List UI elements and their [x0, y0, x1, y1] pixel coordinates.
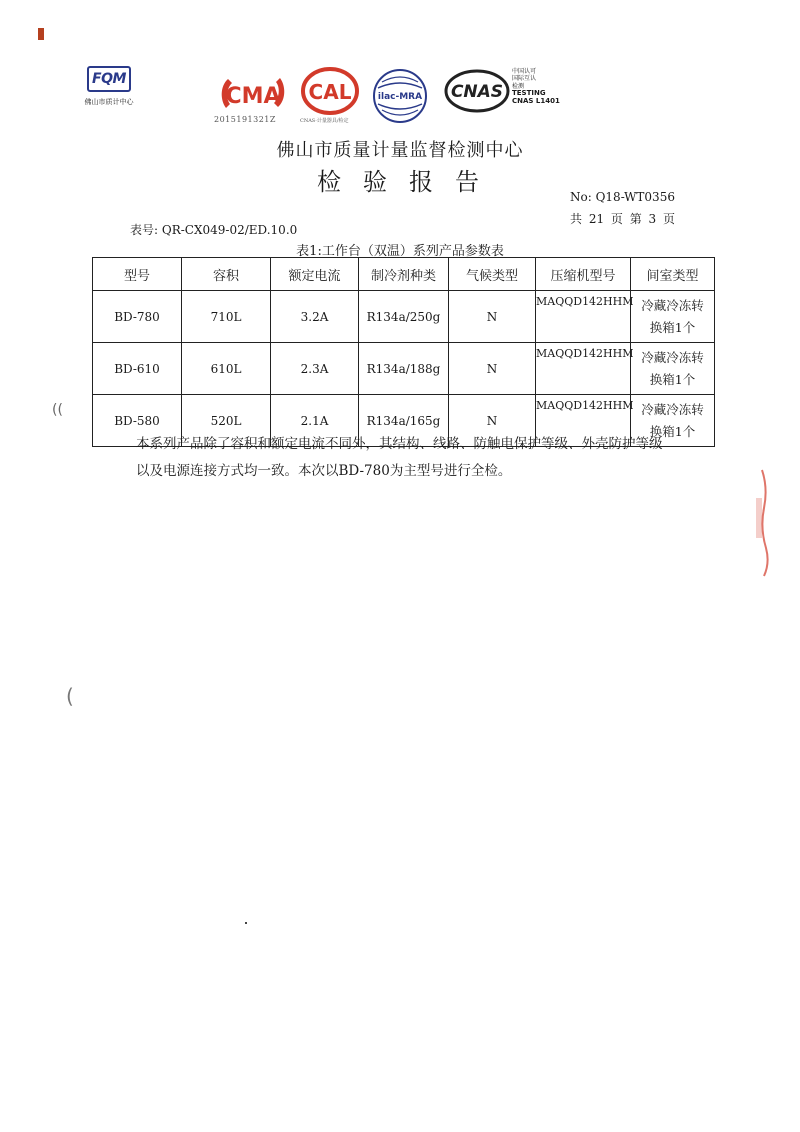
- punch-hole-mark: ((: [52, 402, 63, 418]
- cell-compressor: MAQQD142HHM: [536, 395, 631, 447]
- cnas-accreditation-text: [512, 68, 560, 105]
- room-type-line-2: 换箱1个: [649, 319, 696, 335]
- organization-name: 佛山市质量计量监督检测中心: [276, 140, 524, 161]
- table-caption: 表1:工作台（双温）系列产品参数表: [296, 244, 504, 259]
- cell-volume: 520L: [182, 395, 271, 447]
- cell-model: BD-780: [93, 291, 182, 343]
- fqm-logo-text: FQM: [87, 66, 131, 92]
- parameter-table: [92, 257, 715, 447]
- cell-room-type: [631, 343, 715, 395]
- room-type-line-2: 换箱1个: [649, 371, 696, 387]
- cnas-line-number: CNAS L1401: [512, 96, 560, 105]
- cell-climate: N: [449, 395, 536, 447]
- cnas-line-cn-1: 中国认可: [512, 68, 537, 75]
- fqm-caption: 佛山市质计中心: [84, 98, 134, 106]
- cell-model: BD-580: [93, 395, 182, 447]
- edge-seal-stamp: [748, 468, 774, 578]
- header-compressor: 压缩机型号: [536, 258, 631, 291]
- ilac-mra-logo: [372, 68, 428, 124]
- note-line-1: 本系列产品除了容积和额定电流不同外，其结构、线路、防触电保护等级、外壳防护等级: [136, 436, 663, 452]
- fqm-logo: [80, 66, 138, 107]
- room-type-line-2: 换箱1个: [649, 423, 696, 439]
- cell-volume: 610L: [182, 343, 271, 395]
- room-type-line-1: 冷藏冷冻转: [641, 349, 704, 365]
- cma-logo-text: CMA: [225, 84, 281, 109]
- page-info: 共 21 页 第 3 页: [570, 212, 675, 226]
- cnas-line-cn-2: 国际互认: [512, 75, 537, 83]
- cell-current: 2.3A: [271, 343, 359, 395]
- table-row: [93, 343, 715, 395]
- report-title: 检验报告: [317, 168, 501, 196]
- cell-model: BD-610: [93, 343, 182, 395]
- cell-room-type: [631, 291, 715, 343]
- cal-logo: [300, 66, 360, 116]
- header-model: 型号: [93, 258, 182, 291]
- table-header-row: [93, 258, 715, 291]
- cell-climate: N: [449, 291, 536, 343]
- cell-current: 2.1A: [271, 395, 359, 447]
- header-room-type: 间室类型: [631, 258, 715, 291]
- cell-refrigerant: R134a/250g: [359, 291, 449, 343]
- cnas-logo: [444, 68, 510, 114]
- cell-current: 3.2A: [271, 291, 359, 343]
- header-refrigerant: 制冷剂种类: [359, 258, 449, 291]
- room-type-line-1: 冷藏冷冻转: [641, 401, 704, 417]
- punch-hole-mark: (: [66, 684, 74, 708]
- note-line-2: 以及电源连接方式均一致。本次以BD-780为主型号进行全检。: [136, 463, 512, 479]
- scan-speck: [245, 922, 247, 924]
- header-volume: 容积: [182, 258, 271, 291]
- cnas-line-cn-3: 检测: [512, 82, 525, 90]
- cell-refrigerant: R134a/188g: [359, 343, 449, 395]
- cell-refrigerant: R134a/165g: [359, 395, 449, 447]
- room-type-line-1: 冷藏冷冻转: [641, 297, 704, 313]
- cal-caption: CNAS·计量器具/检定: [300, 118, 349, 124]
- header-climate-type: 气候类型: [449, 258, 536, 291]
- header-rated-current: 额定电流: [271, 258, 359, 291]
- ilac-logo-text: ilac-MRA: [377, 92, 423, 102]
- cell-compressor: MAQQD142HHM: [536, 343, 631, 395]
- cell-volume: 710L: [182, 291, 271, 343]
- report-number: No: Q18-WT0356: [570, 190, 675, 204]
- form-number: 表号: QR-CX049-02/ED.10.0: [130, 223, 298, 237]
- cma-cert-number: 2015191321Z: [214, 115, 276, 124]
- cal-logo-text: CAL: [308, 80, 352, 104]
- cnas-line-testing: TESTING: [512, 89, 546, 98]
- cell-compressor: MAQQD142HHM: [536, 291, 631, 343]
- cell-climate: N: [449, 343, 536, 395]
- cnas-logo-text: CNAS: [450, 82, 504, 102]
- table-row: [93, 291, 715, 343]
- cma-logo: [220, 72, 286, 114]
- corner-mark: [38, 28, 44, 40]
